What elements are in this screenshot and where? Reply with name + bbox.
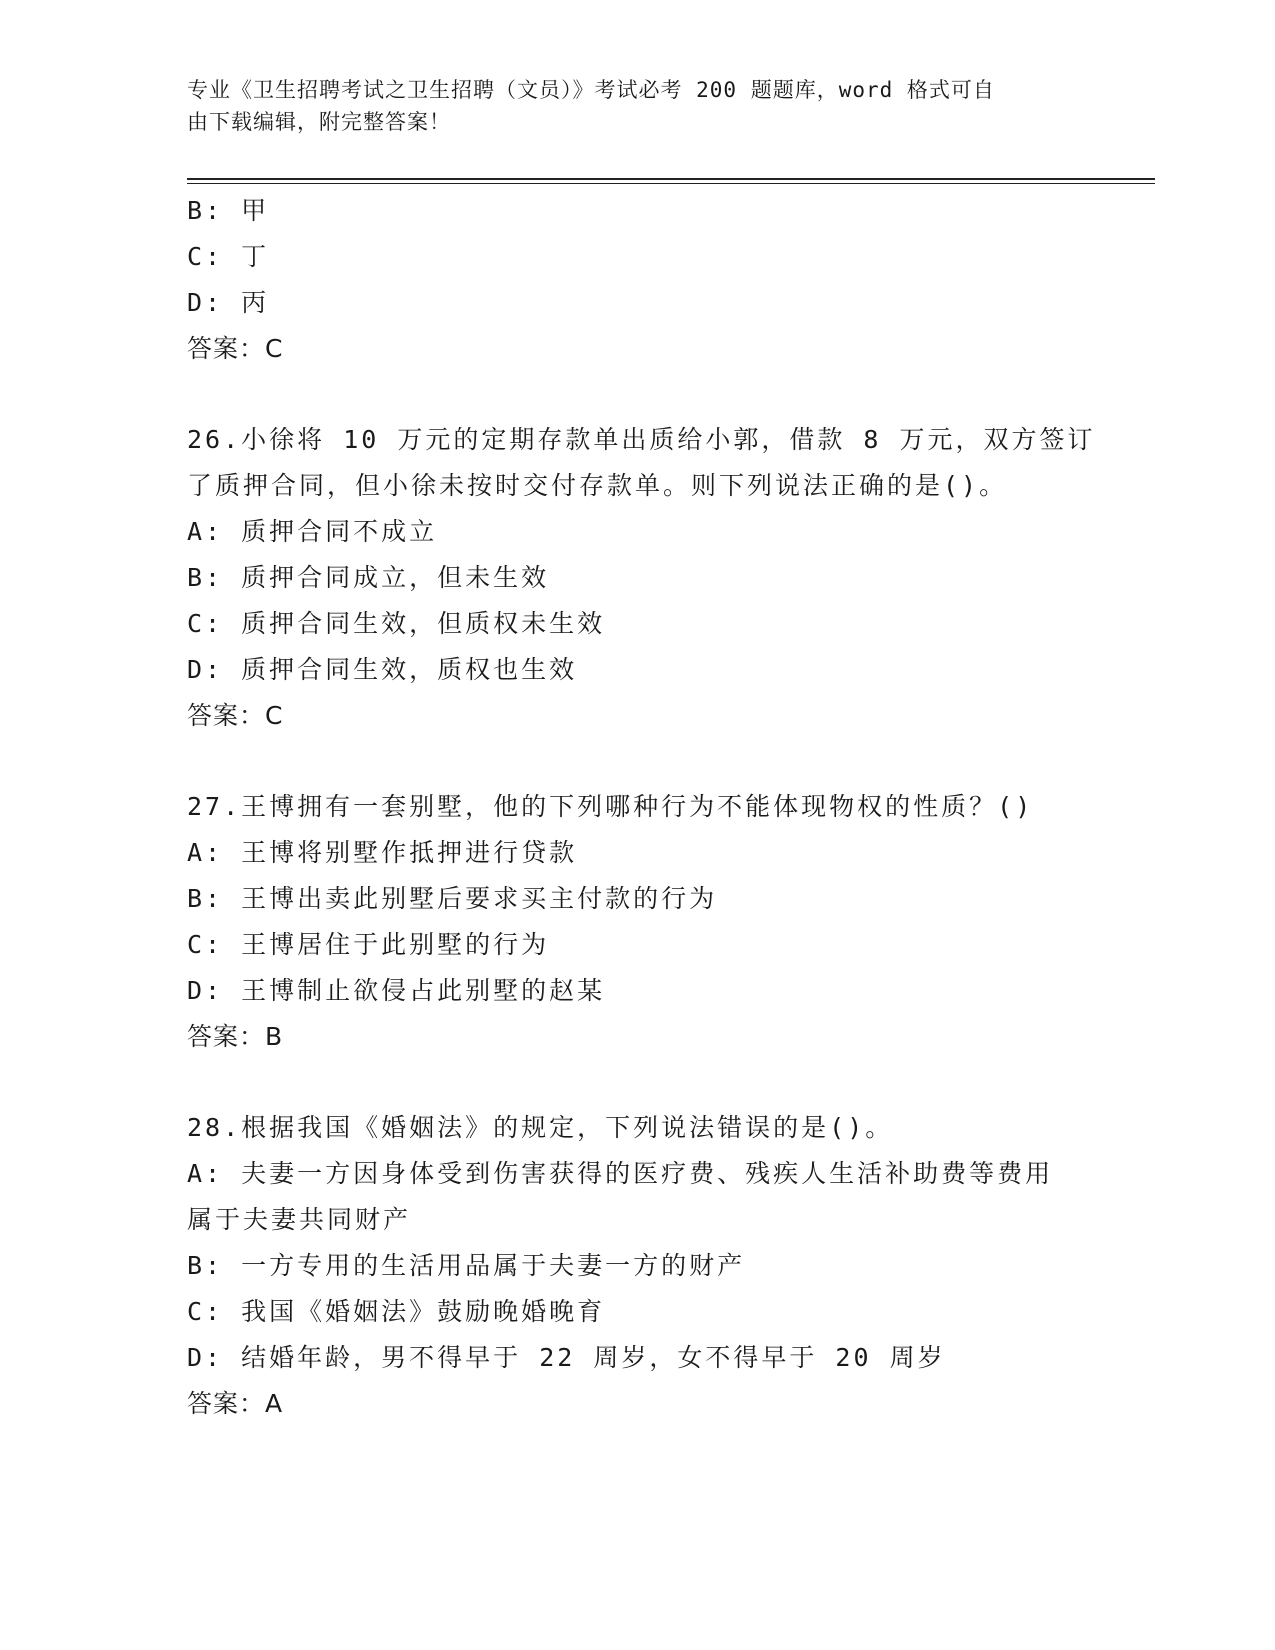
spacer xyxy=(187,372,1087,417)
question-26 xyxy=(187,417,1096,739)
question-stem: 28.根据我国《婚姻法》的规定，下列说法错误的是()。 xyxy=(187,1113,894,1142)
option-c: C: 我国《婚姻法》鼓励晚婚晚育 xyxy=(187,1297,606,1326)
option-a: A: 王博将别墅作抵押进行贷款 xyxy=(187,838,578,867)
option-d: D: 王博制止欲侵占此别墅的赵某 xyxy=(187,976,606,1005)
option-d: D: 结婚年龄，男不得早于 22 周岁，女不得早于 20 周岁 xyxy=(187,1343,946,1372)
header-line-2: 由下载编辑，附完整答案！ xyxy=(187,110,451,134)
header-rule-thin xyxy=(187,183,1155,184)
option-d: D: 丙 xyxy=(187,288,270,317)
option-a: A: 夫妻一方因身体受到伤害获得的医疗费、残疾人生活补助费等费用 xyxy=(187,1159,1054,1188)
option-b: B: 甲 xyxy=(187,196,270,225)
question-28 xyxy=(187,1105,1087,1427)
spacer xyxy=(187,1060,1087,1105)
option-a: A: 质押合同不成立 xyxy=(187,517,438,546)
answer-line: 答案：C xyxy=(187,701,284,730)
answer-line: 答案：C xyxy=(187,334,284,363)
option-a-continued: 属于夫妻共同财产 xyxy=(187,1205,412,1234)
question-27 xyxy=(187,784,1087,1060)
option-b: B: 一方专用的生活用品属于夫妻一方的财产 xyxy=(187,1251,746,1280)
question-stem: 26.小徐将 10 万元的定期存款单出质给小郭，借款 8 万元，双方签订 xyxy=(187,425,1096,454)
spacer xyxy=(187,739,1087,784)
header-rule-thick xyxy=(187,178,1155,180)
question-stem: 27.王博拥有一套别墅，他的下列哪种行为不能体现物权的性质？() xyxy=(187,792,1034,821)
question-25-continued xyxy=(187,188,1087,372)
option-c: C: 王博居住于此别墅的行为 xyxy=(187,930,550,959)
answer-line: 答案：A xyxy=(187,1389,284,1418)
option-d: D: 质押合同生效，质权也生效 xyxy=(187,655,578,684)
answer-line: 答案：B xyxy=(187,1022,284,1051)
option-b: B: 王博出卖此别墅后要求买主付款的行为 xyxy=(187,884,718,913)
question-stem: 了质押合同，但小徐未按时交付存款单。则下列说法正确的是()。 xyxy=(187,471,1008,500)
option-c: C: 丁 xyxy=(187,242,270,271)
document-header xyxy=(187,74,1067,138)
question-list xyxy=(187,188,1096,1427)
header-line-1: 专业《卫生招聘考试之卫生招聘（文员）》考试必考 200 题题库，word 格式可自 xyxy=(187,78,995,102)
option-b: B: 质押合同成立，但未生效 xyxy=(187,563,550,592)
option-c: C: 质押合同生效，但质权未生效 xyxy=(187,609,606,638)
